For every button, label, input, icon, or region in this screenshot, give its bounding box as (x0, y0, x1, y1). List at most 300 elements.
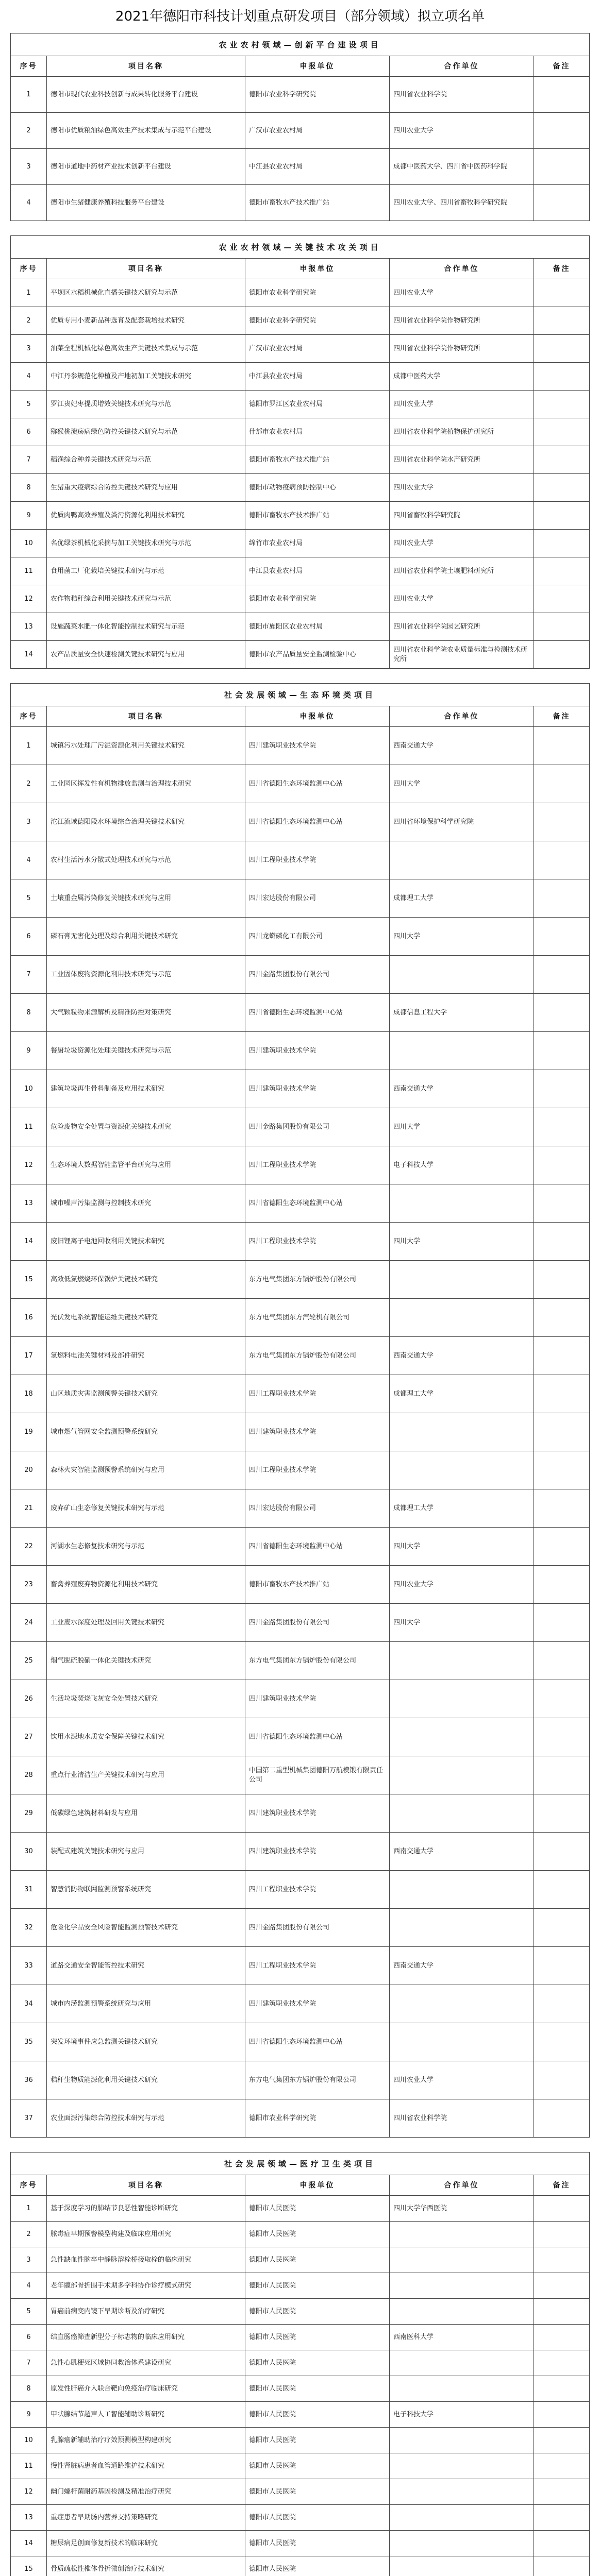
project-name-cell (47, 1756, 245, 1794)
remark-cell (534, 2402, 590, 2428)
serial-number: 7 (26, 2359, 31, 2367)
project-name: 基于深度学习的肺结节良恶性智能诊断研究 (51, 2204, 178, 2212)
partner-unit: 成都信息工程大学 (393, 1008, 447, 1016)
serial-number-cell (11, 1528, 47, 1566)
table-row (11, 1261, 590, 1299)
remark-cell (534, 2196, 590, 2222)
applicant-unit: 四川工程职业技术学院 (249, 1466, 316, 1474)
partner-unit-cell (390, 1451, 534, 1489)
column-header-partner-unit (390, 706, 534, 727)
partner-unit-cell (390, 641, 534, 669)
serial-number-cell (11, 641, 47, 669)
partner-unit: 成都理工大学 (393, 894, 434, 902)
remark-cell (534, 994, 590, 1032)
serial-number: 30 (24, 1847, 33, 1855)
serial-number-cell (11, 1375, 47, 1413)
remark-cell (534, 2247, 590, 2273)
applicant-unit: 德阳市农产品质量安全监测检验中心 (249, 650, 357, 658)
partner-unit-cell (390, 113, 534, 149)
project-name: 名优绿茶机械化采摘与加工关键技术研究与示范 (51, 539, 192, 547)
applicant-unit: 广汉市农业农村局 (249, 344, 303, 352)
table-row (11, 641, 590, 669)
serial-number: 21 (24, 1504, 33, 1512)
applicant-unit-cell (245, 1146, 390, 1184)
project-name-cell (47, 2531, 245, 2556)
remark-cell (534, 2479, 590, 2505)
applicant-unit-cell (245, 1528, 390, 1566)
applicant-unit: 四川工程职业技术学院 (249, 1237, 316, 1245)
serial-number: 6 (26, 2333, 31, 2341)
column-header-row (11, 259, 590, 279)
serial-number: 2 (26, 2230, 31, 2238)
serial-number-cell (11, 1947, 47, 1985)
remark-cell (534, 956, 590, 994)
applicant-unit-cell (245, 363, 390, 391)
serial-number: 13 (24, 622, 33, 631)
project-name-cell (47, 1451, 245, 1489)
project-name-cell (47, 2099, 245, 2138)
column-header-label: 序号 (20, 62, 38, 71)
applicant-unit: 东方电气集团东方锅炉股份有限公司 (249, 1351, 357, 1360)
project-name: 胃癌前病变内镜下早期诊断及治疗研究 (51, 2307, 165, 2315)
table-row (11, 2376, 590, 2402)
project-name-cell (47, 530, 245, 557)
project-name: 废弃矿山生态修复关键技术研究与示范 (51, 1504, 165, 1512)
remark-cell (534, 1871, 590, 1909)
applicant-unit: 德阳市人民医院 (249, 2539, 296, 2547)
applicant-unit-cell (245, 1718, 390, 1756)
table-row (11, 994, 590, 1032)
serial-number: 10 (24, 539, 33, 547)
serial-number-cell (11, 2479, 47, 2505)
serial-number-cell (11, 1642, 47, 1680)
project-name: 中江丹参规范化种植及产地初加工关键技术研究 (51, 372, 192, 380)
remark-cell (534, 2061, 590, 2099)
remark-cell (534, 474, 590, 502)
applicant-unit-cell (245, 2023, 390, 2061)
partner-unit: 四川农业大学 (393, 2076, 434, 2084)
project-name-cell (47, 2273, 245, 2299)
column-header-label: 合作单位 (444, 62, 479, 71)
column-header-applicant-unit (245, 706, 390, 727)
applicant-unit-cell (245, 2247, 390, 2273)
project-name-cell (47, 1680, 245, 1718)
applicant-unit: 德阳市人民医院 (249, 2359, 296, 2367)
applicant-unit-cell (245, 113, 390, 149)
applicant-unit-cell (245, 2402, 390, 2428)
column-header-label: 申报单位 (299, 712, 335, 721)
partner-unit-cell (390, 2376, 534, 2402)
column-header-remark (534, 706, 590, 727)
project-name: 农业面源污染综合防控技术研究与示范 (51, 2114, 165, 2122)
column-header-project-name (47, 706, 245, 727)
project-name: 急性缺血性脑卒中静脉溶栓桥接取栓的临床研究 (51, 2256, 192, 2264)
applicant-unit-cell (245, 1413, 390, 1451)
applicant-unit-cell (245, 391, 390, 418)
serial-number-cell (11, 2247, 47, 2273)
remark-cell (534, 1337, 590, 1375)
table-row (11, 1985, 590, 2023)
partner-unit: 成都理工大学 (393, 1389, 434, 1398)
partner-unit-cell (390, 2273, 534, 2299)
applicant-unit: 德阳市畜牧水产技术推广站 (249, 198, 330, 207)
partner-unit-cell (390, 956, 534, 994)
applicant-unit-cell (245, 530, 390, 557)
applicant-unit: 四川工程职业技术学院 (249, 856, 316, 864)
project-name-cell (47, 803, 245, 841)
column-header-label: 合作单位 (444, 264, 479, 273)
serial-number-cell (11, 418, 47, 446)
serial-number-cell (11, 1108, 47, 1146)
table-row (11, 1642, 590, 1680)
project-name: 土壤重金属污染修复关键技术研究与应用 (51, 894, 172, 902)
applicant-unit: 德阳市人民医院 (249, 2204, 296, 2212)
remark-cell (534, 1184, 590, 1223)
remark-cell (534, 2505, 590, 2531)
table-row (11, 1833, 590, 1871)
section-table (10, 33, 590, 221)
sections-container (0, 33, 600, 2576)
project-name: 生活垃圾焚烧飞灰安全处置技术研究 (51, 1694, 158, 1703)
section-title: 农业农村领域—关键技术攻关项目 (11, 236, 590, 259)
section-title: 社会发展领域—医疗卫生类项目 (11, 2153, 590, 2175)
serial-number-cell (11, 77, 47, 113)
serial-number-cell (11, 2061, 47, 2099)
project-name-cell (47, 149, 245, 185)
applicant-unit: 四川工程职业技术学院 (249, 1389, 316, 1398)
serial-number: 13 (24, 1199, 33, 1207)
applicant-unit: 四川省德阳生态环境监测中心站 (249, 818, 343, 826)
partner-unit: 四川农业大学 (393, 289, 434, 297)
remark-cell (534, 918, 590, 956)
column-header-label: 项目名称 (128, 62, 163, 71)
partner-unit: 西南交通大学 (393, 741, 434, 750)
serial-number-cell (11, 2273, 47, 2299)
serial-number: 1 (26, 289, 31, 297)
serial-number-cell (11, 474, 47, 502)
applicant-unit-cell (245, 77, 390, 113)
project-name: 重症患者早期肠内营养支持策略研究 (51, 2513, 158, 2521)
partner-unit-cell (390, 918, 534, 956)
table-row (11, 1108, 590, 1146)
table-row (11, 2428, 590, 2453)
column-header-label: 备注 (553, 62, 571, 71)
serial-number-cell (11, 1337, 47, 1375)
partner-unit-cell (390, 446, 534, 474)
table-row (11, 803, 590, 841)
partner-unit-cell (390, 613, 534, 641)
applicant-unit: 中江县农业农村局 (249, 372, 303, 380)
serial-number-cell (11, 1871, 47, 1909)
serial-number: 4 (26, 2281, 31, 2290)
applicant-unit-cell (245, 1223, 390, 1261)
partner-unit-cell (390, 279, 534, 307)
applicant-unit-cell (245, 765, 390, 803)
project-name-cell (47, 2376, 245, 2402)
applicant-unit-cell (245, 2428, 390, 2453)
partner-unit-cell (390, 2196, 534, 2222)
serial-number-cell (11, 307, 47, 335)
partner-unit: 四川大学 (393, 1123, 421, 1131)
project-name: 糖尿病足创面修复新技术的临床研究 (51, 2539, 158, 2547)
serial-number: 26 (24, 1694, 33, 1703)
partner-unit-cell (390, 391, 534, 418)
serial-number-cell (11, 1680, 47, 1718)
project-name: 设施蔬菜水肥一体化智能控制技术研究与示范 (51, 622, 185, 631)
applicant-unit-cell (245, 841, 390, 879)
serial-number-cell (11, 918, 47, 956)
project-name: 德阳市现代农业科技创新与成果转化服务平台建设 (51, 90, 198, 98)
project-name-cell (47, 613, 245, 641)
project-name: 氢燃料电池关键材料及部件研究 (51, 1351, 145, 1360)
table-row (11, 2350, 590, 2376)
project-name: 山区地质灾害监测预警关键技术研究 (51, 1389, 158, 1398)
partner-unit: 四川省农业科学院 (393, 2114, 447, 2122)
partner-unit-cell (390, 1528, 534, 1566)
applicant-unit-cell (245, 2505, 390, 2531)
partner-unit-cell (390, 149, 534, 185)
serial-number-cell (11, 391, 47, 418)
partner-unit-cell (390, 530, 534, 557)
remark-cell (534, 727, 590, 765)
remark-cell (534, 641, 590, 669)
partner-unit: 四川农业大学 (393, 539, 434, 547)
project-name-cell (47, 1985, 245, 2023)
table-row (11, 391, 590, 418)
remark-cell (534, 2222, 590, 2247)
applicant-unit-cell (245, 2556, 390, 2576)
applicant-unit-cell (245, 994, 390, 1032)
column-header-remark (534, 259, 590, 279)
partner-unit: 四川省农业科学院作物研究所 (393, 344, 481, 352)
applicant-unit-cell (245, 2299, 390, 2325)
applicant-unit: 四川省德阳生态环境监测中心站 (249, 1199, 343, 1207)
table-row (11, 1299, 590, 1337)
serial-number: 3 (26, 818, 31, 826)
table-row (11, 2479, 590, 2505)
applicant-unit-cell (245, 502, 390, 530)
table-row (11, 530, 590, 557)
serial-number: 8 (26, 483, 31, 492)
serial-number-cell (11, 557, 47, 585)
serial-number-cell (11, 2556, 47, 2576)
partner-unit-cell (390, 1871, 534, 1909)
applicant-unit: 德阳市人民医院 (249, 2410, 296, 2418)
remark-cell (534, 1947, 590, 1985)
project-name-cell (47, 446, 245, 474)
project-name: 智慧消防物联网监测预警系统研究 (51, 1885, 152, 1893)
serial-number: 8 (26, 1008, 31, 1016)
applicant-unit: 东方电气集团东方锅炉股份有限公司 (249, 1275, 357, 1283)
partner-unit: 四川大学华西医院 (393, 2204, 447, 2212)
remark-cell (534, 1680, 590, 1718)
remark-cell (534, 613, 590, 641)
partner-unit-cell (390, 1413, 534, 1451)
table-row (11, 1184, 590, 1223)
remark-cell (534, 841, 590, 879)
project-name: 建筑垃圾再生骨料制备及应用技术研究 (51, 1084, 165, 1093)
remark-cell (534, 1223, 590, 1261)
table-row (11, 2099, 590, 2138)
applicant-unit: 东方电气集团东方汽轮机有限公司 (249, 1313, 350, 1321)
serial-number-cell (11, 585, 47, 613)
project-name-cell (47, 1108, 245, 1146)
applicant-unit: 四川金路集团股份有限公司 (249, 1923, 330, 1931)
applicant-unit-cell (245, 1070, 390, 1108)
serial-number-cell (11, 1985, 47, 2023)
project-name-cell (47, 1413, 245, 1451)
remark-cell (534, 446, 590, 474)
project-name-cell (47, 2402, 245, 2428)
applicant-unit-cell (245, 803, 390, 841)
remark-cell (534, 2531, 590, 2556)
project-name-cell (47, 363, 245, 391)
project-name: 工业固体废物资源化利用技术研究与示范 (51, 970, 172, 978)
serial-number-cell (11, 841, 47, 879)
project-name: 废旧锂离子电池回收利用关键技术研究 (51, 1237, 165, 1245)
project-name: 大气颗粒物来源解析及精准防控对策研究 (51, 1008, 172, 1016)
serial-number-cell (11, 530, 47, 557)
partner-unit-cell (390, 1108, 534, 1146)
serial-number: 1 (26, 2204, 31, 2212)
column-header-project-name (47, 56, 245, 77)
table-row (11, 335, 590, 363)
table-row (11, 1489, 590, 1528)
project-name: 工业园区挥发性有机物排放监测与治理技术研究 (51, 779, 192, 788)
applicant-unit-cell (245, 2061, 390, 2099)
project-name-cell (47, 2505, 245, 2531)
remark-cell (534, 77, 590, 113)
partner-unit-cell (390, 1566, 534, 1604)
serial-number-cell (11, 502, 47, 530)
serial-number-cell (11, 113, 47, 149)
applicant-unit: 德阳市人民医院 (249, 2307, 296, 2315)
project-name: 畜禽养殖废弃物资源化利用技术研究 (51, 1580, 158, 1588)
serial-number: 32 (24, 1923, 33, 1931)
serial-number: 27 (24, 1733, 33, 1741)
partner-unit-cell (390, 1223, 534, 1261)
applicant-unit-cell (245, 185, 390, 221)
table-row (11, 2556, 590, 2576)
project-name-cell (47, 2247, 245, 2273)
remark-cell (534, 530, 590, 557)
project-name: 德阳市道地中药材产业技术创新平台建设 (51, 162, 172, 171)
table-row (11, 307, 590, 335)
serial-number: 13 (24, 2513, 33, 2521)
partner-unit-cell (390, 2428, 534, 2453)
table-row (11, 2505, 590, 2531)
serial-number-cell (11, 1718, 47, 1756)
project-name: 道路交通安全智能管控技术研究 (51, 1961, 145, 1970)
remark-cell (534, 879, 590, 918)
project-name-cell (47, 335, 245, 363)
column-header-label: 申报单位 (299, 2181, 335, 2190)
table-row (11, 2299, 590, 2325)
serial-number: 23 (24, 1580, 33, 1588)
applicant-unit: 东方电气集团东方锅炉股份有限公司 (249, 2076, 357, 2084)
table-row (11, 1451, 590, 1489)
partner-unit: 西南交通大学 (393, 1351, 434, 1360)
applicant-unit-cell (245, 1756, 390, 1794)
applicant-unit: 中国第二重型机械集团德阳万航模锻有限责任公司 (249, 1766, 384, 1784)
serial-number-cell (11, 2196, 47, 2222)
column-header-serial-number (11, 2175, 47, 2196)
applicant-unit-cell (245, 1794, 390, 1833)
partner-unit-cell (390, 879, 534, 918)
serial-number: 9 (26, 511, 31, 519)
serial-number-cell (11, 765, 47, 803)
table-row (11, 1070, 590, 1108)
column-header-applicant-unit (245, 2175, 390, 2196)
partner-unit: 四川省农业科学院农业质量标准与检测技术研究所 (393, 646, 528, 663)
serial-number: 7 (26, 970, 31, 978)
serial-number-cell (11, 727, 47, 765)
applicant-unit: 东方电气集团东方锅炉股份有限公司 (249, 1656, 357, 1665)
partner-unit-cell (390, 1337, 534, 1375)
project-name: 平坝区水稻机械化直播关键技术研究与示范 (51, 289, 178, 297)
serial-number-cell (11, 1604, 47, 1642)
serial-number: 34 (24, 1999, 33, 2008)
applicant-unit-cell (245, 2099, 390, 2138)
partner-unit-cell (390, 2099, 534, 2138)
serial-number-cell (11, 1451, 47, 1489)
applicant-unit: 德阳市旌阳区农业农村局 (249, 622, 323, 631)
remark-cell (534, 279, 590, 307)
partner-unit: 西南医科大学 (393, 2333, 434, 2341)
applicant-unit-cell (245, 879, 390, 918)
project-name: 罗江贵妃枣提质增效关键技术研究与示范 (51, 400, 172, 408)
partner-unit-cell (390, 1032, 534, 1070)
serial-number: 12 (24, 595, 33, 603)
column-header-label: 申报单位 (299, 62, 335, 71)
applicant-unit: 中江县农业农村局 (249, 567, 303, 575)
project-name-cell (47, 1947, 245, 1985)
project-name: 食用菌工厂化栽培关键技术研究与示范 (51, 567, 165, 575)
partner-unit-cell (390, 185, 534, 221)
project-name: 德阳市生猪健康养殖科技服务平台建设 (51, 198, 165, 207)
project-name-cell (47, 1909, 245, 1947)
column-header-label: 项目名称 (128, 264, 163, 273)
project-name: 光伏发电系统智能运维关键技术研究 (51, 1313, 158, 1321)
project-name-cell (47, 2325, 245, 2350)
partner-unit-cell (390, 1680, 534, 1718)
remark-cell (534, 585, 590, 613)
serial-number-cell (11, 1794, 47, 1833)
table-row (11, 1223, 590, 1261)
applicant-unit-cell (245, 1261, 390, 1299)
partner-unit-cell (390, 2350, 534, 2376)
applicant-unit-cell (245, 557, 390, 585)
applicant-unit-cell (245, 1337, 390, 1375)
project-name-cell (47, 113, 245, 149)
applicant-unit: 中江县农业农村局 (249, 162, 303, 171)
table-row (11, 1413, 590, 1451)
table-row (11, 2325, 590, 2350)
project-name: 农村生活污水分散式处理技术研究与示范 (51, 856, 172, 864)
remark-cell (534, 1566, 590, 1604)
remark-cell (534, 2428, 590, 2453)
project-name: 城市燃气管网安全监测预警系统研究 (51, 1428, 158, 1436)
serial-number: 11 (24, 2462, 33, 2470)
serial-number: 19 (24, 1428, 33, 1436)
partner-unit: 四川省农业科学院土壤肥料研究所 (393, 567, 494, 575)
serial-number-cell (11, 2402, 47, 2428)
applicant-unit: 四川龙蟒磷化工有限公司 (249, 932, 323, 940)
remark-cell (534, 363, 590, 391)
applicant-unit-cell (245, 2350, 390, 2376)
applicant-unit-cell (245, 1833, 390, 1871)
serial-number: 14 (24, 2539, 33, 2547)
